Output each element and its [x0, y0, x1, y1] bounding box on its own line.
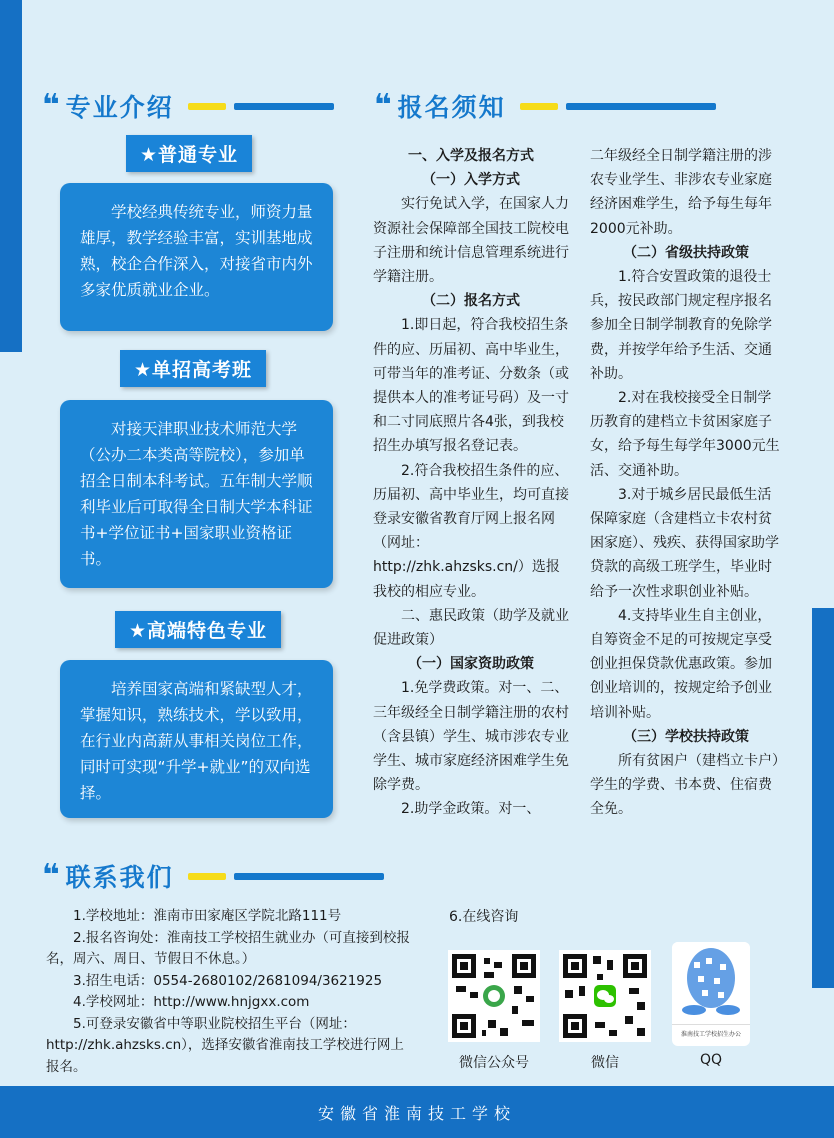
section-title-contact: 联系我们	[65, 863, 174, 892]
quote-icon: ❝	[374, 88, 388, 123]
enrollment-column-2	[590, 144, 782, 822]
section-header-contact	[42, 858, 384, 894]
policy-paragraph: 所有贫困户（建档立卡户）学生的学费、书本费、住宿费全免。	[590, 753, 779, 818]
tag-single-exam-class	[120, 350, 266, 387]
section-header-enrollment	[374, 88, 716, 124]
contact-item: 2.报名咨询处：淮南技工学校招生就业办（可直接到校报名，周六、周日、节假日不休息。）	[46, 929, 410, 967]
policy-paragraph: 1.免学费政策。对一、二、三年级经全日制学籍注册的农村（含县镇）学生、城市涉农专业学生、城市家庭经济困难学生免除学费。	[373, 680, 569, 794]
wechat-official-qr-icon	[448, 950, 540, 1042]
contact-item: 4.学校网址：http://www.hnjgxx.com	[73, 994, 310, 1010]
policy-heading: （二）省级扶持政策	[623, 244, 749, 261]
policy-paragraph: 实行免试入学，在国家人力资源社会保障部全国技工院校电子注册和统计信息管理系统进行学籍注册。	[373, 196, 569, 286]
online-consult-label: 6.在线咨询	[449, 909, 519, 925]
star-icon: ★	[140, 144, 159, 166]
section-header-majors	[42, 88, 334, 124]
policy-heading: 一、入学及报名方式	[408, 148, 534, 164]
policy-heading: （一）入学方式	[422, 172, 520, 189]
qq-penguin-icon	[672, 942, 750, 1020]
wechat-qr-icon	[559, 950, 651, 1042]
tag-general-major	[126, 135, 252, 172]
footer-school-name: 安徽省淮南技工学校	[0, 1086, 834, 1138]
tag-label: 单招高考班	[152, 359, 253, 381]
star-icon: ★	[129, 620, 148, 642]
quote-icon: ❝	[42, 858, 56, 893]
blue-deco-bar	[234, 103, 334, 110]
card-high-end-major: 培养国家高端和紧缺型人才，掌握知识，熟练技术，学以致用，在行业内高薪从事相关岗位工作，同时可实现“升学+就业”的双向选择。	[60, 660, 333, 818]
qr-label-qq: QQ	[699, 1052, 723, 1068]
star-icon: ★	[134, 359, 153, 381]
contact-item: 3.招生电话：0554-2680102/2681094/3621925	[73, 972, 383, 989]
yellow-deco-bar	[188, 103, 226, 110]
card-general-major: 学校经典传统专业，师资力量雄厚，教学经验丰富，实训基地成熟，校企合作深入，对接省市内外多家优质就业企业。	[60, 183, 333, 331]
qr-label-wechat-official: 微信公众号	[459, 1055, 529, 1071]
policy-heading: （三）学校扶持政策	[623, 728, 749, 745]
qq-qr-icon	[672, 942, 750, 1046]
quote-icon: ❝	[42, 88, 56, 123]
enrollment-column-1	[373, 144, 569, 822]
policy-paragraph: 1.符合安置政策的退役士兵，按民政部门规定程序报名参加全日制学制教育的免除学费，并按学年给予生活、交通补助。	[590, 269, 772, 382]
right-edge-bar	[812, 608, 834, 988]
tag-label: 高端特色专业	[147, 620, 268, 642]
policy-paragraph: 二年级经全日制学籍注册的涉农专业学生、非涉农专业家庭经济困难学生，给予每生每年2000元补助。	[590, 148, 772, 237]
card-single-exam-class: 对接天津职业技术师范大学（公办二本类高等院校），参加单招全日制本科考试。五年制大学顺利毕业后可取得全日制大学本科证书+学位证书+国家职业资格证书。	[60, 400, 333, 588]
section-title-majors: 专业介绍	[65, 93, 174, 122]
yellow-deco-bar	[188, 873, 226, 880]
policy-paragraph: 2.助学金政策。对一、	[401, 801, 541, 818]
contact-item: 5.可登录安徽省中等职业院校招生平台（网址：http://zhk.ahzsks.cn），选择安徽省淮南技工学校进行网上报名。	[46, 1015, 404, 1075]
qr-label-wechat: 微信	[591, 1055, 619, 1071]
tag-high-end-major	[115, 611, 281, 648]
yellow-deco-bar	[520, 103, 558, 110]
contact-item: 1.学校地址：淮南市田家庵区学院北路111号	[73, 908, 342, 924]
contact-list	[46, 906, 411, 1078]
policy-paragraph: 4.支持毕业生自主创业，自筹资金不足的可按规定享受创业担保贷款优惠政策。参加创业培训的，按规定给予创业培训补贴。	[590, 607, 772, 721]
policy-heading: （二）报名方式	[422, 293, 520, 310]
policy-paragraph: 二、惠民政策（助学及就业促进政策）	[373, 607, 569, 649]
qq-card-caption: 淮南技工学校招生办公	[672, 1024, 750, 1042]
tag-label: 普通专业	[158, 144, 239, 166]
section-title-enrollment: 报名须知	[397, 93, 506, 122]
blue-deco-bar	[234, 873, 384, 880]
policy-paragraph: 1.即日起，符合我校招生条件的应、历届初、高中毕业生，可带当年的准考证、分数条（或提供本人的准考证号码）及一寸和二寸同底照片各4张，到我校招生办填写报名登记表。	[373, 317, 569, 455]
policy-heading: （一）国家资助政策	[408, 656, 534, 673]
policy-paragraph: 2.符合我校招生条件的应、历届初、高中毕业生，均可直接登录安徽省教育厅网上报名网（网址：http://zhk.ahzsks.cn/）选报我校的相应专业。	[373, 462, 569, 600]
blue-deco-bar	[566, 103, 716, 110]
policy-paragraph: 3.对于城乡居民最低生活保障家庭（含建档立卡农村贫困家庭）、残疾、获得国家助学贷款的高级工班学生，毕业时给予一次性求职创业补贴。	[590, 486, 779, 600]
policy-paragraph: 2.对在我校接受全日制学历教育的建档立卡贫困家庭子女，给予每生每学年3000元生活、交通补助。	[590, 390, 780, 479]
left-edge-bar	[0, 0, 22, 352]
